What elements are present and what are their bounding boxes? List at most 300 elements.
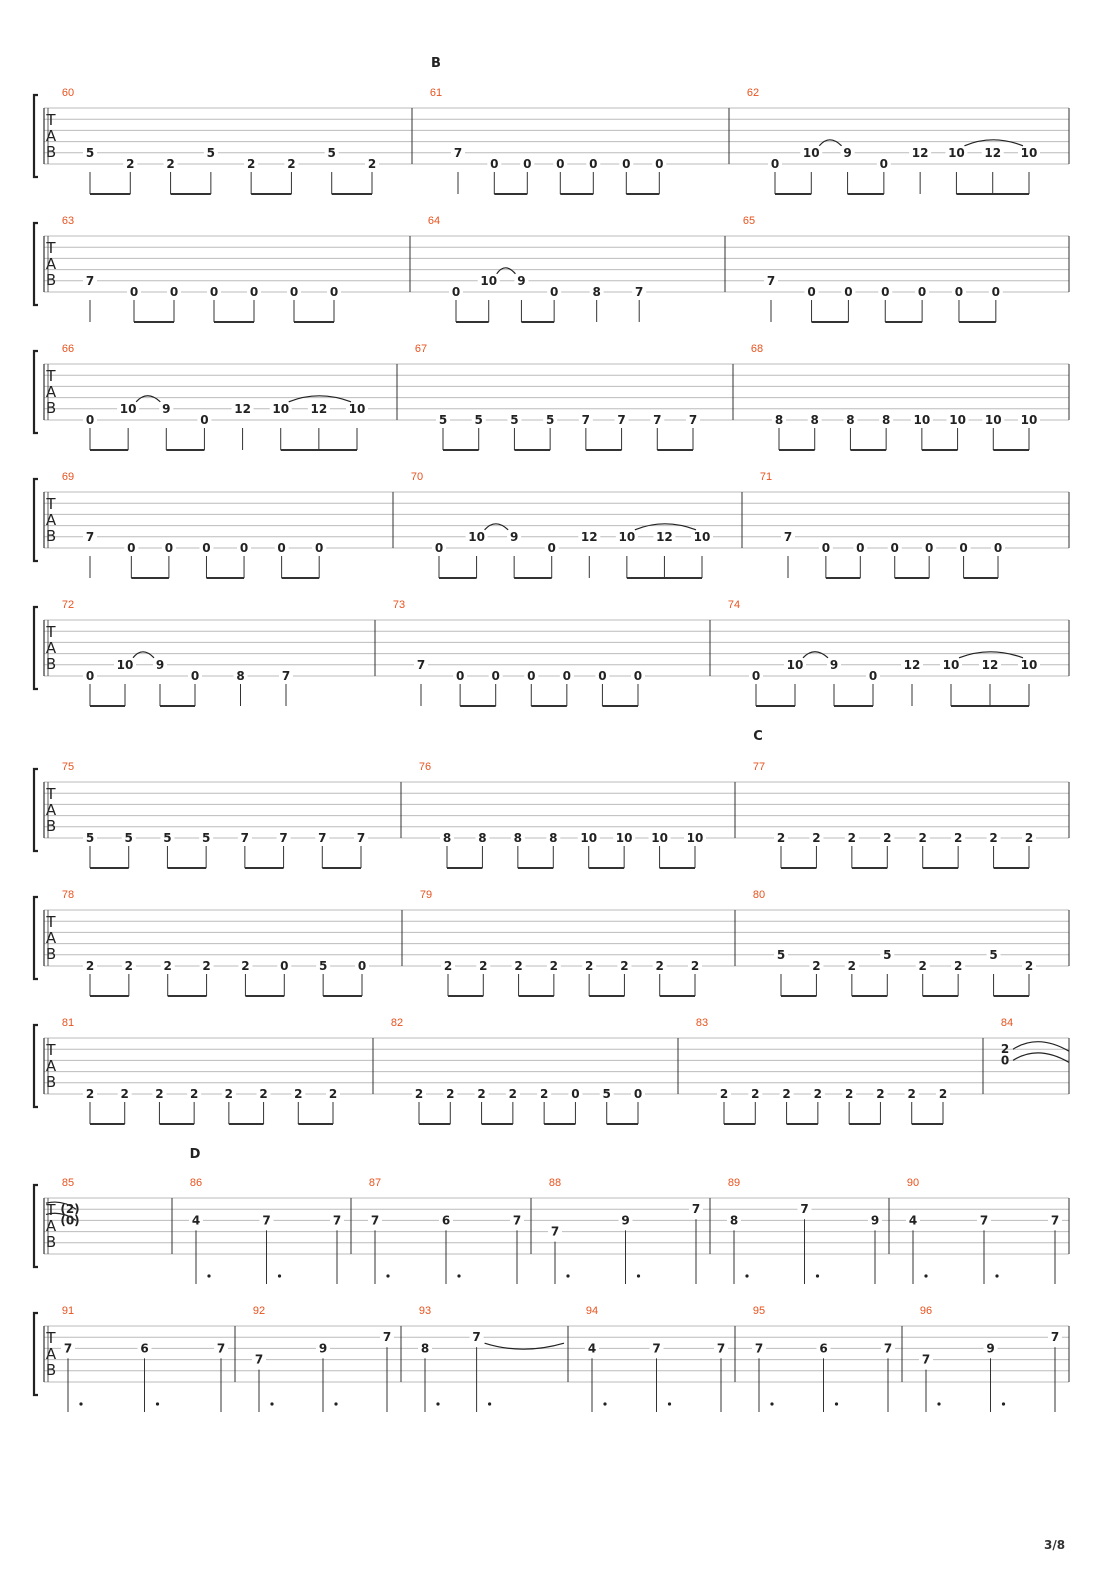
fret-number: 7 (279, 831, 288, 845)
fret-number: 0 (329, 285, 339, 299)
fret-number: 2 (126, 157, 135, 171)
fret-number: 0 (879, 157, 889, 171)
fret-number: 7 (688, 413, 698, 427)
tab-system (34, 215, 1069, 322)
fret-number: 6 (140, 1341, 149, 1356)
measure-number: 86 (189, 1177, 203, 1189)
fret-number: 9 (318, 1341, 328, 1356)
tab-system (34, 1305, 1069, 1412)
system-bracket (34, 1185, 38, 1267)
tab-system (34, 889, 1069, 996)
fret-number: 4 (587, 1341, 597, 1356)
measure (61, 1341, 228, 1412)
measure-number: 81 (61, 1017, 75, 1029)
tab-system (34, 1177, 1069, 1284)
fret-number: 9 (621, 1213, 630, 1228)
measure (83, 959, 369, 996)
fret-number: 9 (843, 145, 852, 160)
rhythm-dot (457, 1274, 460, 1277)
fret-number: 0 (917, 285, 927, 299)
fret-number: 7 (1050, 1213, 1060, 1228)
fret-number: 0 (598, 669, 607, 683)
fret-number: 5 (883, 947, 892, 962)
fret-number: 9 (986, 1341, 995, 1356)
rhythm-dot (207, 1274, 210, 1277)
measure (432, 524, 713, 578)
fret-number: 2 (938, 1087, 948, 1101)
fret-number: 8 (881, 413, 891, 427)
fret-number: 2 (776, 831, 786, 845)
rhythm-dot (637, 1274, 640, 1277)
fret-number: 9 (509, 529, 519, 544)
fret-number: 2 (155, 1087, 164, 1101)
fret-number: 0 (890, 541, 899, 555)
fret-number: 0 (571, 1087, 580, 1101)
fret-number: 7 (382, 1330, 392, 1345)
measure-number: 66 (61, 343, 75, 355)
fret-number: 0 (856, 541, 865, 555)
fret-number: 2 (883, 831, 892, 845)
fret-number: 8 (478, 831, 487, 845)
fret-number: 5 (206, 145, 216, 160)
fret-number: 5 (545, 413, 555, 427)
fret-number: 0 (202, 541, 211, 555)
system-bracket (34, 95, 38, 177)
tab-clef-letter: B (45, 399, 57, 417)
fret-number: 0 (451, 285, 461, 299)
fret-number: 0 (924, 541, 934, 555)
fret-number: 2 (812, 959, 821, 973)
fret-number: 12 (981, 657, 999, 672)
measure (768, 140, 1040, 194)
fret-number: 2 (166, 157, 175, 171)
section-label-b: B (431, 56, 441, 71)
rhythm-dot (386, 1274, 389, 1277)
fret-number: 2 (124, 959, 134, 973)
fret-number: 9 (162, 401, 171, 416)
fret-number: 5 (85, 831, 95, 845)
section-label-c: C (753, 729, 763, 744)
fret-number: 2 (549, 959, 559, 973)
measure-number: 68 (750, 343, 764, 355)
fret-number: 2 (847, 831, 857, 845)
fret-number: 0 (751, 669, 761, 683)
tab-system (34, 599, 1069, 706)
measure-number: 65 (742, 215, 756, 227)
fret-number: 0 (868, 669, 878, 683)
rhythm-dot (156, 1402, 159, 1405)
measure-number: 80 (752, 889, 766, 901)
chord-fret: 0 (1000, 1053, 1010, 1068)
tab-clef-letter: A (45, 1057, 57, 1075)
fret-number: 2 (918, 831, 927, 845)
chord-fret: 2 (1000, 1042, 1010, 1057)
fret-number: 0 (434, 541, 444, 555)
fret-number: 0 (280, 959, 289, 973)
rhythm-dot (995, 1274, 998, 1277)
rhythm-dot (603, 1402, 606, 1405)
tab-clef-letter: B (45, 527, 57, 545)
tab-clef-letter: B (45, 1233, 57, 1251)
measure-number: 94 (585, 1305, 599, 1317)
fret-number: 0 (549, 285, 559, 299)
rhythm-dot (488, 1402, 491, 1405)
fret-number: 10 (802, 145, 820, 160)
fret-number: 10 (615, 831, 633, 845)
fret-number: 7 (766, 273, 776, 288)
measure-number: 89 (727, 1177, 741, 1189)
measure-number: 87 (368, 1177, 382, 1189)
measure-number: 82 (390, 1017, 404, 1029)
fret-number: 2 (989, 831, 998, 845)
measure-number: 72 (61, 599, 75, 611)
fret-number: 5 (318, 959, 328, 973)
fret-number: 10 (786, 657, 804, 672)
tab-clef-letter: B (45, 655, 57, 673)
fret-number: 7 (85, 529, 95, 544)
system-bracket (34, 351, 38, 433)
measure (906, 1213, 1062, 1284)
measure-number: 91 (61, 1305, 75, 1317)
fret-number: 0 (622, 157, 631, 171)
tab-clef-letter: B (45, 1361, 57, 1379)
fret-number: 0 (491, 669, 500, 683)
fret-number: 7 (332, 1213, 342, 1228)
section-label-d: D (189, 1147, 201, 1162)
measure-number: 73 (392, 599, 406, 611)
page-number: 3/8 (1044, 1538, 1066, 1552)
fret-number: 2 (224, 1087, 234, 1101)
tab-clef-letter: A (45, 255, 57, 273)
fret-number: 0 (164, 541, 174, 555)
measure-number: 61 (429, 87, 443, 99)
tab-clef-letter: A (45, 1345, 57, 1363)
measure-number: 60 (61, 87, 75, 99)
measure-number: 64 (427, 215, 441, 227)
fret-number: 2 (443, 959, 453, 973)
fret-number: 2 (690, 959, 700, 973)
fret-number: 2 (241, 959, 250, 973)
fret-number: 0 (277, 541, 286, 555)
measure-number: 75 (61, 761, 75, 773)
fret-number: 0 (562, 669, 572, 683)
fret-number: 10 (942, 657, 960, 672)
fret-number: 2 (719, 1087, 729, 1101)
slur (136, 396, 160, 402)
fret-number: 0 (169, 285, 179, 299)
tab-clef-letter: A (45, 929, 57, 947)
fret-number: 7 (254, 1352, 264, 1367)
fret-number: 10 (1020, 413, 1038, 427)
fret-number: 2 (907, 1087, 916, 1101)
tab-system (34, 471, 1069, 578)
tab-clef-letter: A (45, 511, 57, 529)
fret-number: 5 (124, 831, 133, 845)
fret-number: 10 (686, 831, 704, 845)
tab-clef-letter: B (45, 143, 57, 161)
fret-number: 10 (949, 413, 966, 427)
measure (585, 1341, 728, 1412)
fret-number: 0 (209, 285, 219, 299)
measure (83, 1087, 340, 1124)
fret-number: 7 (754, 1341, 764, 1356)
tab-system (34, 761, 1069, 868)
measure (1001, 1042, 1069, 1068)
fret-number: 0 (959, 541, 968, 555)
fret-number: 0 (770, 157, 780, 171)
fret-number: 2 (477, 1087, 486, 1101)
rhythm-dot (924, 1274, 927, 1277)
fret-number: 2 (655, 959, 664, 973)
measure-number: 93 (418, 1305, 432, 1317)
tab-clef-letter: T (46, 111, 56, 129)
fret-number: 0 (127, 541, 136, 555)
measure-number: 95 (752, 1305, 766, 1317)
slur (133, 652, 154, 658)
fret-number: 7 (921, 1352, 931, 1367)
measure (189, 1213, 344, 1284)
fret-number: 0 (633, 669, 643, 683)
fret-number: 2 (1024, 959, 1034, 973)
measure-number: 74 (727, 599, 741, 611)
fret-number: 7 (652, 1341, 661, 1356)
fret-number: 7 (453, 145, 463, 160)
rhythm-dot (334, 1402, 337, 1405)
fret-number: 10 (119, 401, 137, 416)
fret-number: 12 (984, 145, 1002, 160)
fret-number: 0 (547, 541, 556, 555)
tie-out (1013, 1042, 1069, 1052)
fret-number: 2 (812, 831, 821, 845)
measure-number: 67 (414, 343, 428, 355)
fret-number: 7 (512, 1213, 522, 1228)
fret-number: 2 (328, 1087, 338, 1101)
measure-number: 88 (548, 1177, 562, 1189)
measure-number: 90 (906, 1177, 920, 1189)
measure-number: 83 (695, 1017, 709, 1029)
fret-number: 10 (1020, 145, 1038, 160)
measure-number: 69 (61, 471, 75, 483)
fret-number: 2 (514, 959, 523, 973)
fret-number: 2 (1024, 831, 1034, 845)
fret-number: 0 (249, 285, 259, 299)
fret-number: 8 (549, 831, 558, 845)
fret-number: 10 (468, 529, 485, 544)
tab-clef-letter: T (46, 913, 56, 931)
fret-number: 10 (348, 401, 366, 416)
chord-fret: (0) (60, 1213, 80, 1228)
fret-number: 2 (85, 959, 95, 973)
system-bracket (34, 607, 38, 689)
tab-clef-letter: T (46, 1201, 56, 1219)
tab-clef-letter: B (45, 945, 57, 963)
fret-number: 0 (991, 285, 1001, 299)
measure-number: 96 (919, 1305, 933, 1317)
measure (449, 268, 646, 322)
fret-number: 5 (474, 413, 483, 427)
fret-number: 7 (617, 413, 626, 427)
fret-number: 7 (370, 1213, 380, 1228)
fret-number: 2 (782, 1087, 791, 1101)
fret-number: 6 (441, 1213, 451, 1228)
tab-clef-letter: T (46, 623, 56, 641)
fret-number: 0 (807, 285, 816, 299)
system-bracket (34, 1025, 38, 1107)
fret-number: 7 (716, 1341, 726, 1356)
measure-number: 63 (61, 215, 75, 227)
fret-number: 8 (774, 413, 784, 427)
fret-number: 12 (310, 401, 328, 416)
fret-number: 0 (523, 157, 532, 171)
fret-number: 9 (829, 657, 839, 672)
fret-number: 2 (202, 959, 211, 973)
fret-number: 12 (903, 657, 921, 672)
fret-number: 7 (1050, 1330, 1060, 1345)
fret-number: 0 (200, 413, 209, 427)
fret-number: 2 (85, 1087, 95, 1101)
measure (440, 831, 706, 868)
fret-number: 0 (239, 541, 249, 555)
tab-clef-letter: T (46, 785, 56, 803)
fret-number: 9 (155, 657, 165, 672)
measure (368, 1213, 524, 1284)
fret-number: 0 (821, 541, 831, 555)
fret-number: 7 (356, 831, 366, 845)
fret-number: 10 (693, 529, 711, 544)
measure (752, 1341, 895, 1412)
fret-number: 9 (870, 1213, 880, 1228)
fret-number: 7 (783, 529, 793, 544)
measure-number: 70 (410, 471, 424, 483)
fret-number: 7 (216, 1341, 226, 1356)
fret-number: 0 (490, 157, 499, 171)
fret-number: 10 (618, 529, 636, 544)
fret-number: 7 (635, 285, 644, 299)
measure-number: 71 (759, 471, 773, 483)
rhythm-dot (835, 1402, 838, 1405)
measure (774, 831, 1036, 868)
fret-number: 8 (729, 1213, 739, 1228)
fret-number: 0 (85, 669, 95, 683)
fret-number: 7 (581, 413, 591, 427)
fret-number: 10 (480, 273, 498, 288)
fret-number: 0 (633, 1087, 643, 1101)
fret-number: 8 (846, 413, 855, 427)
fret-number: 2 (446, 1087, 455, 1101)
fret-number: 7 (63, 1341, 73, 1356)
fret-number: 2 (508, 1087, 518, 1101)
measure-number: 76 (418, 761, 432, 773)
rhythm-dot (278, 1274, 281, 1277)
fret-number: 2 (479, 959, 488, 973)
fret-number: 0 (190, 669, 200, 683)
fret-number: 4 (908, 1213, 918, 1228)
fret-number: 0 (527, 669, 536, 683)
fret-number: 7 (318, 831, 327, 845)
rhythm-dot (270, 1402, 273, 1405)
tab-clef-letter: A (45, 801, 57, 819)
measure-number: 84 (1000, 1017, 1014, 1029)
measure (749, 652, 1040, 706)
fret-number: 2 (246, 157, 256, 171)
rhythm-dot (816, 1274, 819, 1277)
rhythm-dot (1002, 1402, 1005, 1405)
fret-number: 0 (85, 413, 95, 427)
fret-number: 9 (517, 273, 526, 288)
fret-number: 7 (262, 1213, 271, 1228)
fret-number: 8 (810, 413, 819, 427)
tab-clef-letter: A (45, 639, 57, 657)
fret-number: 7 (883, 1341, 893, 1356)
fret-number: 5 (602, 1087, 611, 1101)
measure-number: 92 (252, 1305, 266, 1317)
slur (485, 524, 509, 530)
fret-number: 2 (953, 959, 963, 973)
measure-number: 79 (419, 889, 433, 901)
system-bracket (34, 897, 38, 979)
fret-number: 12 (234, 401, 251, 416)
fret-number: 2 (539, 1087, 549, 1101)
fret-number: 10 (1020, 657, 1038, 672)
measure (412, 1087, 645, 1124)
fret-number: 0 (954, 285, 964, 299)
fret-number: 10 (913, 413, 931, 427)
tab-system (34, 87, 1069, 194)
fret-number: 12 (580, 529, 598, 544)
rhythm-dot (566, 1274, 569, 1277)
fret-number: 2 (813, 1087, 823, 1101)
fret-number: 2 (620, 959, 629, 973)
fret-number: 10 (651, 831, 668, 845)
fret-number: 5 (327, 145, 336, 160)
fret-number: 0 (455, 669, 465, 683)
fret-number: 8 (442, 831, 452, 845)
tab-clef-letter: T (46, 367, 56, 385)
fret-number: 0 (357, 959, 367, 973)
fret-number: 7 (653, 413, 662, 427)
fret-number: 2 (163, 959, 172, 973)
fret-number: 12 (911, 145, 929, 160)
rhythm-dot (79, 1402, 82, 1405)
fret-number: 0 (881, 285, 890, 299)
fret-number: 5 (438, 413, 448, 427)
slur (819, 140, 841, 146)
fret-number: 7 (240, 831, 250, 845)
fret-number: 10 (580, 831, 598, 845)
tie-out (1013, 1053, 1069, 1063)
fret-number: 2 (751, 1087, 760, 1101)
measure (436, 413, 700, 450)
fret-number: 10 (272, 401, 290, 416)
tab-system (34, 343, 1069, 450)
measure (772, 413, 1040, 450)
fret-number: 2 (120, 1087, 129, 1101)
fret-number: 0 (844, 285, 853, 299)
system-bracket (34, 1313, 38, 1395)
fret-number: 5 (776, 947, 786, 962)
tab-clef-letter: A (45, 1217, 57, 1235)
fret-number: 8 (236, 669, 245, 683)
fret-number: 6 (819, 1341, 828, 1356)
measure (83, 396, 368, 450)
tab-clef-letter: A (45, 127, 57, 145)
rhythm-dot (937, 1402, 940, 1405)
fret-number: 0 (993, 541, 1003, 555)
fret-number: 2 (953, 831, 963, 845)
tab-clef-letter: B (45, 817, 57, 835)
tab-clef-letter: A (45, 383, 57, 401)
fret-number: 8 (513, 831, 523, 845)
